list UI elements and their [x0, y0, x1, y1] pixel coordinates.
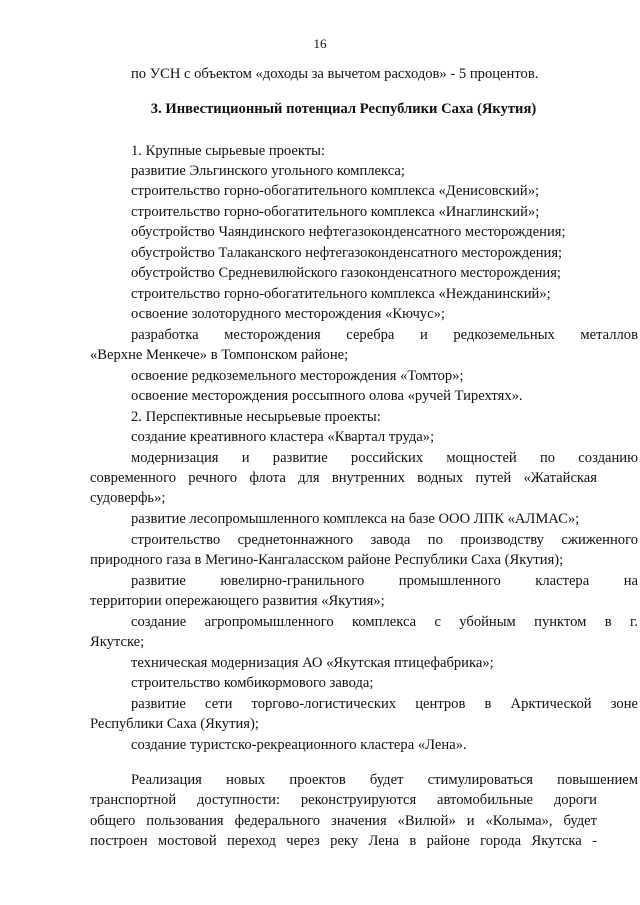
text-line: развитие лесопромышленного комплекса на базе ООО ЛПК «АЛМАС»;: [131, 511, 580, 527]
text-line: развитие Эльгинского угольного комплекса;: [131, 163, 405, 179]
text-line: создание креативного кластера «Квартал труда»;: [131, 429, 435, 445]
text-line: обустройство Талаканского нефтегазоконденсатного месторождения;: [131, 245, 563, 261]
text-line: модернизация и развитие российских мощностей по созданию: [131, 450, 638, 466]
text-line: создание туристско-рекреационного кластера «Лена».: [131, 737, 467, 753]
page-number: 16: [313, 36, 327, 51]
text-line: строительство горно-обогатительного комплекса «Денисовский»;: [131, 183, 540, 199]
text-line: освоение месторождения россыпного олова «ручей Тирехтях».: [131, 388, 523, 404]
text-line: построен мостовой переход через реку Лена в районе города Якутска -: [90, 833, 597, 849]
text-line: строительство горно-обогатительного комплекса «Инаглинский»;: [131, 204, 540, 220]
text-line: 2. Перспективные несырьевые проекты:: [131, 409, 381, 425]
text-line: по УСН с объектом «доходы за вычетом расходов» - 5 процентов.: [131, 66, 539, 82]
text-line: строительство среднетоннажного завода по производству сжиженного: [131, 532, 638, 548]
text-line: развитие сети торгово-логистических центров в Арктической зоне: [131, 696, 638, 712]
text-line: развитие ювелирно-гранильного промышленного кластера на: [131, 573, 638, 589]
text-line: 1. Крупные сырьевые проекты:: [131, 143, 326, 159]
text-line: строительство комбикормового завода;: [131, 675, 374, 691]
text-line: судоверфь»;: [90, 490, 166, 506]
text-line: Реализация новых проектов будет стимулироваться повышением: [131, 772, 638, 788]
text-line: строительство горно-обогатительного комплекса «Нежданинский»;: [131, 286, 551, 302]
text-line: освоение редкоземельного месторождения «Томтор»;: [131, 368, 464, 384]
section-heading: 3. Инвестиционный потенциал Республики Саха (Якутия): [150, 101, 537, 117]
text-line: техническая модернизация АО «Якутская птицефабрика»;: [131, 655, 494, 671]
text-line: обустройство Средневилюйского газоконденсатного месторождения;: [131, 265, 561, 281]
text-line: обустройство Чаяндинского нефтегазоконденсатного месторождения;: [131, 224, 566, 240]
text-line: разработка месторождения серебра и редкоземельных металлов: [131, 327, 638, 343]
text-line: Республики Саха (Якутия);: [90, 716, 259, 732]
text-line: освоение золоторудного месторождения «Кючус»;: [131, 306, 445, 322]
text-line: современного речного флота для внутренних водных путей «Жатайская: [90, 470, 597, 486]
text-line: территории опережающего развития «Якутия»;: [90, 593, 385, 609]
text-line: природного газа в Мегино-Кангаласском районе Республики Саха (Якутия);: [90, 552, 564, 568]
text-line: Якутске;: [90, 634, 145, 650]
text-line: общего пользования федерального значения «Вилюй» и «Колыма», будет: [90, 813, 597, 829]
text-line: транспортной доступности: реконструируются автомобильные дороги: [90, 792, 597, 808]
text-line: создание агропромышленного комплекса с убойным пунктом в г.: [131, 614, 638, 630]
text-line: «Верхне Менкече» в Томпонском районе;: [90, 347, 349, 363]
